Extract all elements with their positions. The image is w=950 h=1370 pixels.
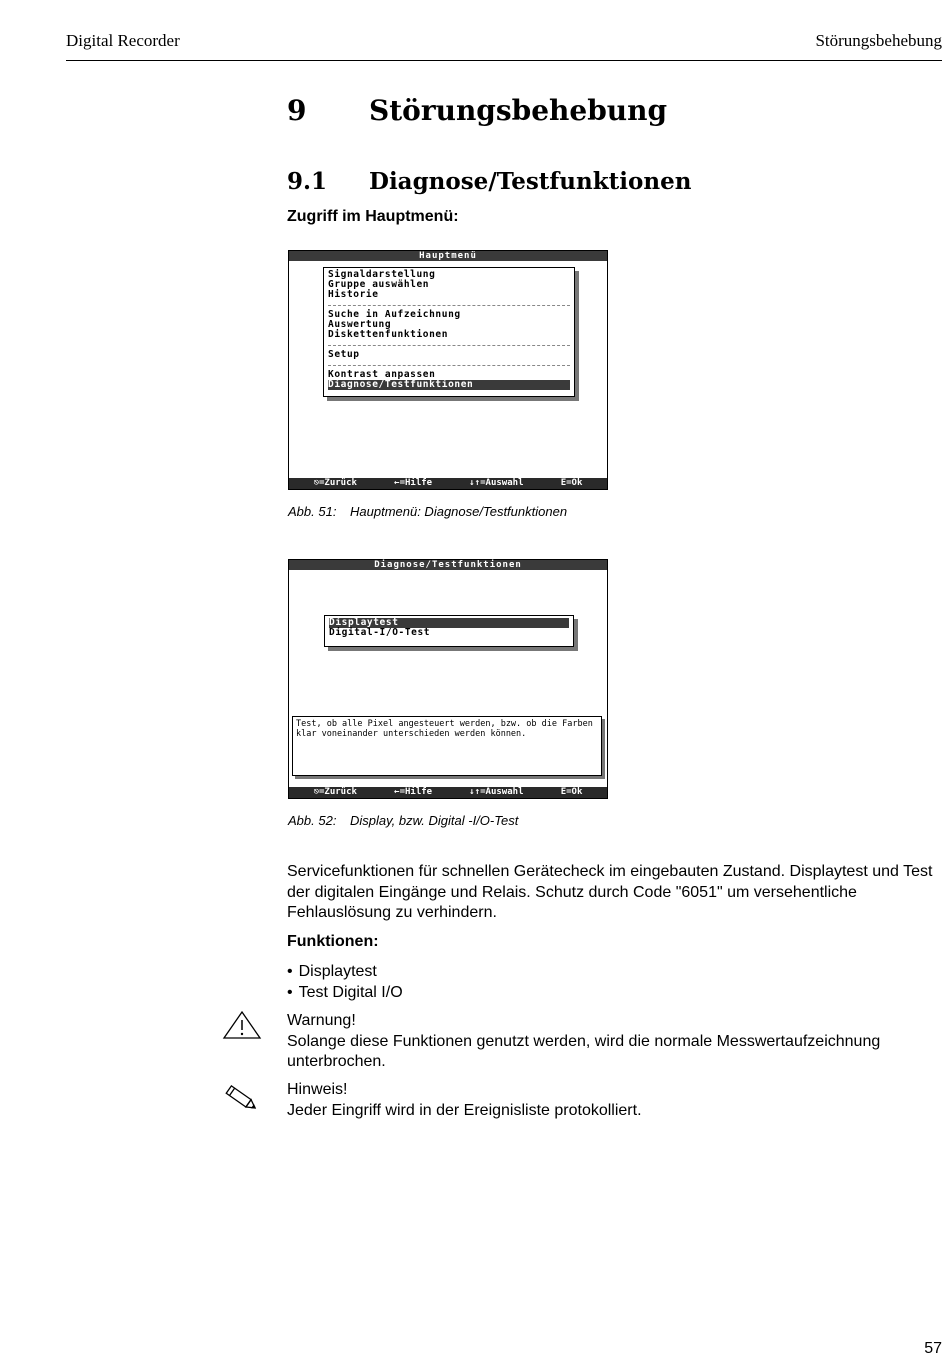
functions-list — [287, 961, 403, 1003]
warning-block — [287, 1011, 943, 1073]
pencil-icon — [220, 1082, 260, 1114]
section-title: Diagnose/Testfunktionen — [369, 168, 692, 195]
menu-item[interactable]: Signaldarstellung — [328, 269, 436, 280]
footer-key-hint: E=Ok — [560, 478, 583, 488]
caption-text: Display, bzw. Digital -I/O-Test — [350, 813, 519, 828]
access-heading: Zugriff im Hauptmenü: — [287, 208, 459, 225]
section-number: 9.1 — [287, 168, 328, 195]
menu-item[interactable]: Diskettenfunktionen — [328, 329, 449, 340]
warning-triangle-icon — [222, 1010, 262, 1040]
chapter-title: Störungsbehebung — [369, 94, 668, 127]
menu-item[interactable]: Kontrast anpassen — [328, 369, 436, 380]
footer-key-hint: ↓↑=Auswahl — [469, 787, 524, 797]
caption-text: Hauptmenü: Diagnose/Testfunktionen — [350, 504, 568, 519]
chapter-heading — [287, 94, 667, 127]
figure-caption-52 — [288, 813, 518, 828]
footer-key-hint: ⎋=Zurück — [313, 478, 357, 488]
list-item: • Test Digital I/O — [287, 982, 403, 1003]
chapter-number: 9 — [287, 94, 307, 127]
caption-number: Abb. 52: — [288, 813, 337, 828]
menu-separator — [328, 335, 570, 346]
diagnose-menu-list — [324, 615, 574, 647]
note-title: Hinweis! — [287, 1081, 348, 1098]
diagnose-screen — [288, 559, 608, 799]
note-text: Jeder Eingriff wird in der Ereignisliste protokolliert. — [287, 1101, 642, 1119]
footer-key-hint: E=Ok — [560, 787, 583, 797]
menu-item[interactable]: Gruppe auswählen — [328, 279, 430, 290]
footer-key-hint: ←=Hilfe — [394, 478, 433, 488]
warning-text: Solange diese Funktionen genutzt werden, wird die normale Messwertaufzeichnung unterbrochen. — [287, 1032, 881, 1070]
menu-item[interactable]: Setup — [328, 349, 360, 360]
header-rule — [66, 60, 942, 61]
menu-item[interactable]: Diagnose/Testfunktionen — [328, 380, 570, 390]
screen-footer — [289, 787, 607, 798]
list-item: • Displaytest — [287, 961, 403, 982]
figure-caption-51 — [288, 504, 567, 519]
header-title: Digital Recorder — [66, 31, 180, 50]
menu-separator — [328, 355, 570, 366]
menu-item[interactable]: Suche in Aufzeichnung — [328, 309, 461, 320]
functions-label: Funktionen: — [287, 933, 379, 950]
header-section: Störungsbehebung — [815, 31, 942, 50]
footer-key-hint: ⎋=Zurück — [313, 787, 357, 797]
menu-item[interactable]: Digital-I/O-Test — [329, 627, 431, 638]
note-block — [287, 1080, 943, 1121]
menu-separator — [328, 295, 570, 306]
screen-title: Diagnose/Testfunktionen — [289, 560, 607, 570]
section-heading — [287, 168, 691, 195]
screen-footer — [289, 478, 607, 489]
menu-item[interactable]: Displaytest — [329, 618, 569, 628]
menu-item[interactable]: Historie — [328, 289, 379, 300]
page-number: 57 — [924, 1340, 942, 1357]
info-box: Test, ob alle Pixel angesteuert werden, bzw. ob die Farben klar voneinander unterschieden werden können. — [292, 716, 602, 776]
main-menu-screen — [288, 250, 608, 490]
caption-number: Abb. 51: — [288, 504, 337, 519]
menu-item[interactable]: Auswertung — [328, 319, 392, 330]
screen-title: Hauptmenü — [289, 251, 607, 261]
main-menu-list — [323, 267, 575, 397]
footer-key-hint: ↓↑=Auswahl — [469, 478, 524, 488]
intro-paragraph: Servicefunktionen für schnellen Gerätecheck im eingebauten Zustand. Displaytest und Test der digitalen Eingänge und Relais. Schutz durch Code "6051" um versehentliche Fehlauslösung zu verhindern. — [287, 863, 933, 921]
warning-title: Warnung! — [287, 1012, 356, 1029]
footer-key-hint: ←=Hilfe — [394, 787, 433, 797]
